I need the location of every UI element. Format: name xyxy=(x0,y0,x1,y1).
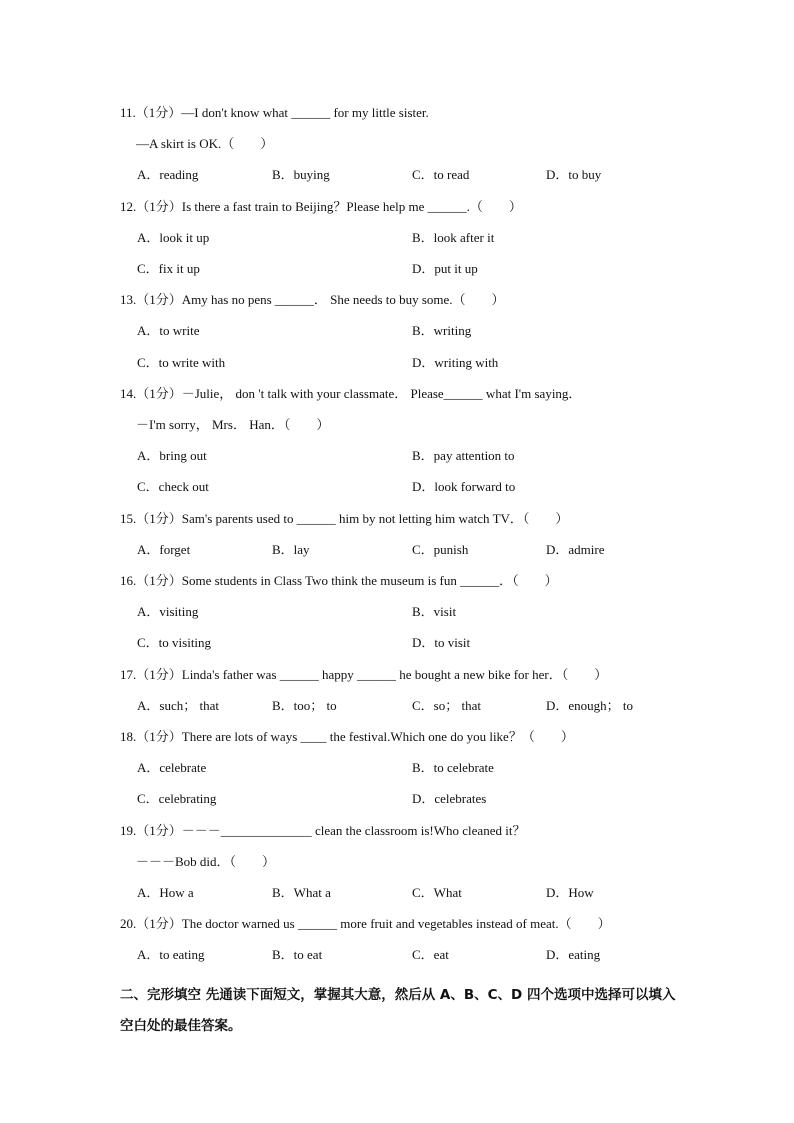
option-d[interactable]: D．eating xyxy=(546,947,601,963)
option-b[interactable]: B．What a xyxy=(272,885,331,900)
option-c[interactable]: C．eat xyxy=(412,947,449,963)
question-stem: 14.（1分）－Julie， don 't talk with your classmate． Please______ what I'm saying． xyxy=(120,385,582,401)
option-b[interactable]: B．pay attention to xyxy=(412,448,515,464)
option-a[interactable]: A．look it up xyxy=(137,229,210,245)
question-stem: 15.（1分）Sam's parents used to ______ him by not letting him watch TV．（ ） xyxy=(120,510,569,526)
option-a[interactable]: A．bring out xyxy=(137,448,207,464)
question-stem: 19.（1分）－－－______________ clean the classroom is!Who cleaned it？ xyxy=(120,822,526,838)
option-b[interactable]: B．look after it xyxy=(412,229,495,245)
question-stem-continued: －I'm sorry， Mrs． Han．（ ） xyxy=(136,417,330,432)
option-a[interactable]: A．visiting xyxy=(137,604,199,620)
option-c[interactable]: C．punish xyxy=(412,541,469,557)
option-d[interactable]: D．writing with xyxy=(412,354,499,370)
option-c[interactable]: C．to read xyxy=(412,167,470,183)
question-stem: 11.（1分）—I don't know what ______ for my little sister. xyxy=(120,105,429,120)
question-stem: 16.（1分）Some students in Class Two think the museum is fun ______．（ ） xyxy=(120,573,558,588)
option-c[interactable]: C．so； that xyxy=(412,697,481,713)
option-a[interactable]: A．reading xyxy=(137,167,199,183)
option-d[interactable]: D．to buy xyxy=(546,167,602,183)
option-a[interactable]: A．to eating xyxy=(137,947,205,963)
option-c[interactable]: C．celebrating xyxy=(137,791,217,807)
option-d[interactable]: D．look forward to xyxy=(412,479,516,495)
question-stem: 13.（1分）Amy has no pens ______． She needs to buy some.（ ） xyxy=(120,292,505,308)
option-b[interactable]: B．writing xyxy=(412,323,472,339)
option-a[interactable]: A．forget xyxy=(137,541,191,557)
option-c[interactable]: C．to visiting xyxy=(137,635,212,651)
option-b[interactable]: B．lay xyxy=(272,541,310,557)
option-c[interactable]: C．to write with xyxy=(137,354,226,370)
question-stem: 12.（1分）Is there a fast train to Beijing？Please help me ______.（ ） xyxy=(120,198,522,214)
option-a[interactable]: A．to write xyxy=(137,323,200,339)
question-stem-continued: －－－Bob did．（ ） xyxy=(136,853,276,869)
option-c[interactable]: C．fix it up xyxy=(137,261,200,276)
option-d[interactable]: D．enough； to xyxy=(546,697,634,713)
option-a[interactable]: A．How a xyxy=(137,885,194,900)
section-heading: 二、完形填空 先通读下面短文，掌握其大意，然后从 A、B、C、D 四个选项中选择可以填入空白处的最佳答案。 xyxy=(120,986,676,1034)
option-b[interactable]: B．too； to xyxy=(272,697,337,713)
option-d[interactable]: D．put it up xyxy=(412,261,478,276)
option-b[interactable]: B．buying xyxy=(272,167,330,183)
question-stem: 20.（1分）The doctor warned us ______ more fruit and vegetables instead of meat.（ ） xyxy=(120,916,611,932)
question-stem-continued: —A skirt is OK.（ ） xyxy=(136,136,274,152)
option-b[interactable]: B．to celebrate xyxy=(412,760,494,776)
option-d[interactable]: D．to visit xyxy=(412,635,471,651)
option-d[interactable]: D．celebrates xyxy=(412,791,487,807)
question-stem: 18.（1分）There are lots of ways ____ the festival.Which one do you like？（ ） xyxy=(120,729,574,744)
option-a[interactable]: A．celebrate xyxy=(137,760,207,776)
question-stem: 17.（1分）Linda's father was ______ happy ______ he bought a new bike for her．（ ） xyxy=(120,666,608,682)
option-c[interactable]: C．check out xyxy=(137,479,209,495)
option-d[interactable]: D．admire xyxy=(546,541,605,557)
option-a[interactable]: A．such； that xyxy=(137,697,219,713)
option-b[interactable]: B．visit xyxy=(412,604,457,620)
option-c[interactable]: C．What xyxy=(412,885,462,900)
option-b[interactable]: B．to eat xyxy=(272,947,323,963)
option-d[interactable]: D．How xyxy=(546,885,594,900)
